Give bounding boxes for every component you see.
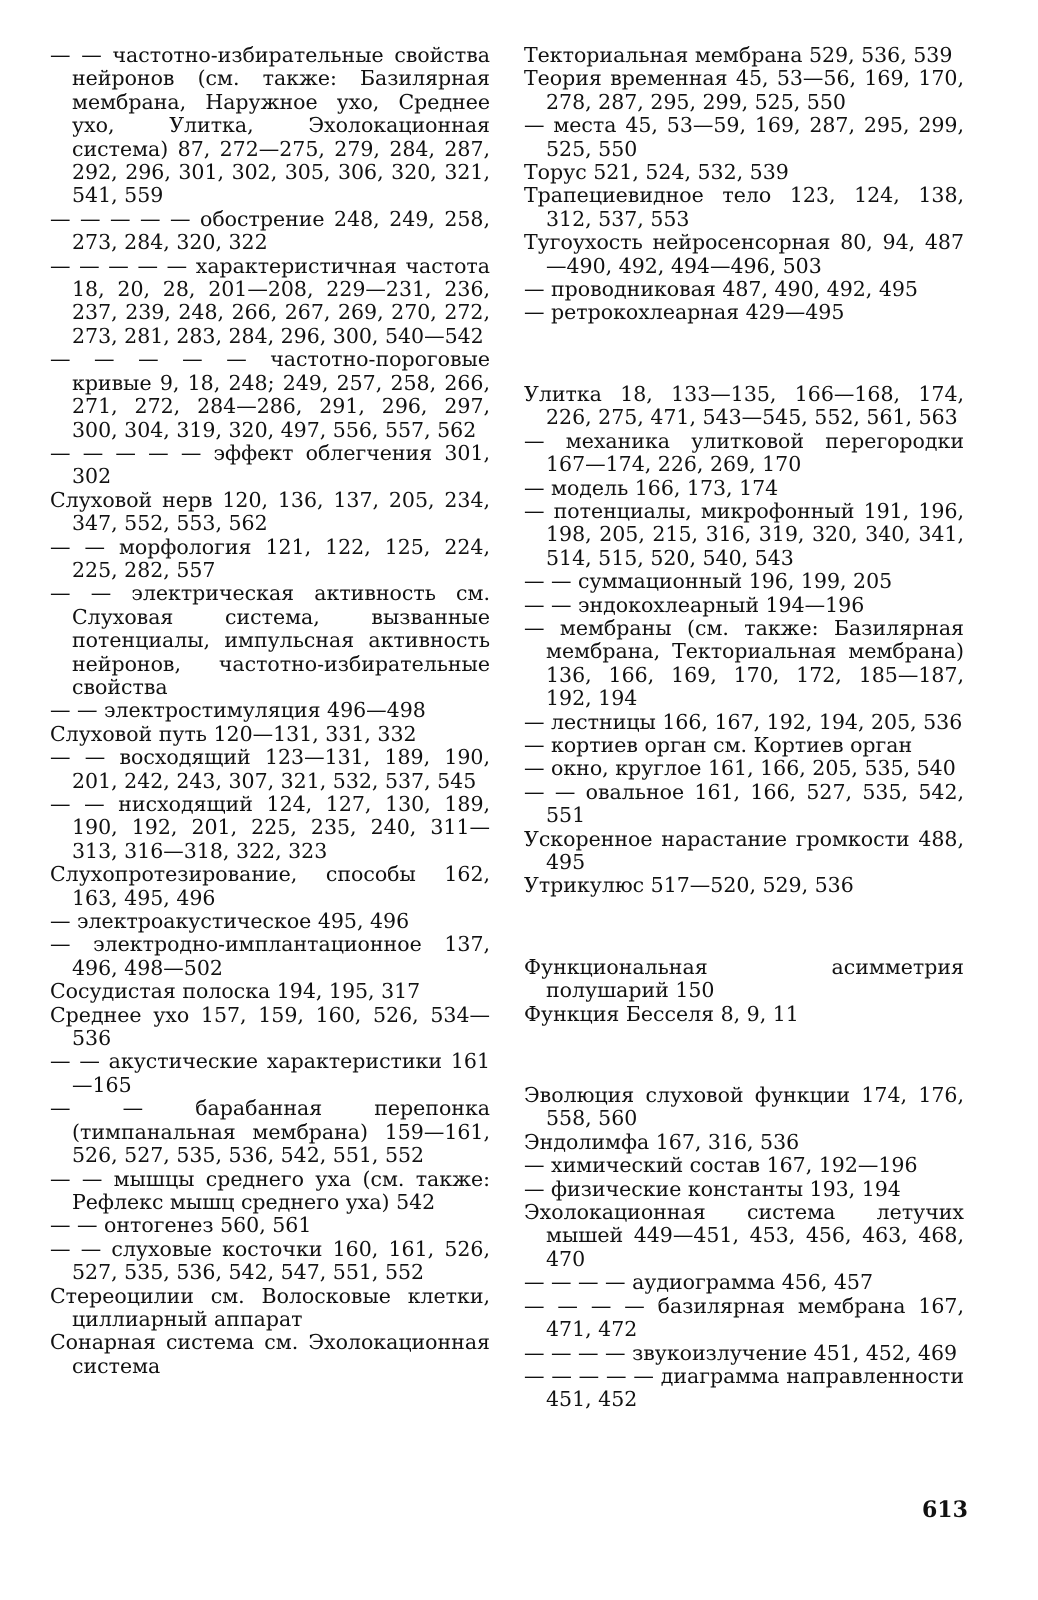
index-entry: — механика улитковой перегородки 167—174, 226, 269, 170 (524, 428, 964, 477)
index-entry: — — частотно-избирательные свойства нейронов (см. также: Базилярная мембрана, Наружное ухо, Среднее ухо, Улитка, Эхолокационная система) 87, 272—275, 279, 284, 287, 292, 296, 301, 302, 305, 306, 320, 321, 541, 559 (50, 43, 490, 208)
index-entry: Сонарная система см. Эхолокационная система (50, 1330, 490, 1378)
index-entry: Слухопротезирование, способы 162, 163, 495, 496 (50, 862, 490, 910)
index-entry: — — слуховые косточки 160, 161, 526, 527, 535, 536, 542, 547, 551, 552 (50, 1236, 490, 1285)
index-entry: — — нисходящий 124, 127, 130, 189, 190, 192, 201, 225, 235, 240, 311—313, 316—318, 322, 323 (50, 792, 490, 863)
index-entry: Утрикулюс 517—520, 529, 536 (524, 873, 854, 898)
index-entry: Теория временная 45, 53—56, 169, 170, 278, 287, 295, 299, 525, 550 (524, 66, 964, 114)
index-entry: Тугоухость нейросенсорная 80, 94, 487—490, 492, 494—496, 503 (524, 230, 964, 278)
index-entry: Слуховой путь 120—131, 331, 332 (50, 721, 417, 746)
index-entry: — места 45, 53—59, 169, 287, 295, 299, 525, 550 (524, 113, 964, 161)
index-entry: — проводниковая 487, 490, 492, 495 (524, 277, 918, 302)
index-entry: — мембраны (см. также: Базилярная мембрана, Текториальная мембрана) 136, 166, 169, 170, 172, 185—187, 192, 194 (524, 615, 964, 711)
index-entry: Улитка 18, 133—135, 166—168, 174, 226, 275, 471, 543—545, 552, 561, 563 (524, 381, 964, 430)
index-entry: — — барабанная перепонка (тимпанальная мембрана) 159—161, 526, 527, 535, 536, 542, 551, 552 (50, 1096, 490, 1168)
index-entry: Текториальная мембрана 529, 536, 539 (524, 43, 953, 67)
page-number: 613 (922, 1497, 968, 1523)
index-entry: — кортиев орган см. Кортиев орган (524, 732, 913, 757)
index-entry: Эхолокационная система летучих мышей 449—451, 453, 456, 463, 468, 470 (524, 1200, 964, 1271)
index-entry: Торус 521, 524, 532, 539 (524, 160, 789, 185)
index-entry: — лестницы 166, 167, 192, 194, 205, 536 (524, 709, 963, 734)
index-entry: — физические константы 193, 194 (524, 1176, 901, 1201)
index-entry: — — — — звукоизлучение 451, 452, 469 (524, 1340, 958, 1365)
index-entry: — — — — аудиограмма 456, 457 (524, 1270, 873, 1295)
right-column (524, 44, 964, 1412)
index-entry: — — акустические характеристики 161—165 (50, 1049, 490, 1097)
index-entry: — окно, круглое 161, 166, 205, 535, 540 (524, 756, 956, 781)
index-entry: — — мышцы среднего уха (см. также: Рефлекс мышц среднего уха) 542 (50, 1166, 490, 1214)
index-entry: — — электрическая активность см. Слуховая система, вызванные потенциалы, импульсная активность нейронов, частотно-избирательные свойства (50, 581, 490, 699)
index-entry: — — — — базилярная мембрана 167, 471, 472 (524, 1293, 964, 1342)
index-entry: — — морфология 121, 122, 125, 224, 225, 282, 557 (50, 534, 490, 582)
index-entry: Среднее ухо 157, 159, 160, 526, 534—536 (50, 1002, 490, 1051)
index-entry: Слуховой нерв 120, 136, 137, 205, 234, 347, 552, 553, 562 (50, 487, 490, 536)
index-entry: — ретрокохлеарная 429—495 (524, 300, 845, 325)
index-entry: — — электростимуляция 496—498 (50, 698, 426, 723)
index-entry: — химический состав 167, 192—196 (524, 1153, 918, 1178)
index-entry: Трапециевидное тело 123, 124, 138, 312, 537, 553 (524, 183, 964, 231)
index-entry: — — — — — частотно-пороговые кривые 9, 18, 248; 249, 257, 258, 266, 271, 272, 284—286, 291, 296, 297, 300, 304, 319, 320, 497, 556, 557, 562 (50, 347, 490, 442)
index-entry: — — — — — эффект облегчения 301, 302 (50, 440, 490, 489)
section-gap (524, 1026, 964, 1084)
index-entry: Эволюция слуховой функции 174, 176, 558, 560 (524, 1083, 964, 1131)
index-entry: Функциональная асимметрия полушарий 150 (524, 954, 964, 1003)
index-entry: Функция Бесселя 8, 9, 11 (524, 1001, 799, 1026)
index-entry: — — восходящий 123—131, 189, 190, 201, 242, 243, 307, 321, 532, 537, 545 (50, 745, 490, 793)
index-entry: — — овальное 161, 166, 527, 535, 542, 551 (524, 779, 964, 828)
index-entry: — электродно-имплантационное 137, 496, 498—502 (50, 932, 490, 980)
index-entry: — — — — — диаграмма направленности 451, 452 (524, 1363, 964, 1412)
index-entry: — электроакустическое 495, 496 (50, 909, 410, 934)
index-entry: — — онтогенез 560, 561 (50, 1213, 312, 1238)
index-entry: — — эндокохлеарный 194—196 (524, 592, 865, 617)
index-entry: Ускоренное нарастание громкости 488, 495 (524, 826, 964, 874)
index-entry: Эндолимфа 167, 316, 536 (524, 1129, 800, 1154)
index-entry: — — — — — характеристичная частота 18, 20, 28, 201—208, 229—231, 236, 237, 239, 248, 266, 267, 269, 270, 272, 273, 281, 283, 284, 296, 300, 540—542 (50, 253, 490, 348)
section-gap (524, 325, 964, 383)
index-entry: Сосудистая полоска 194, 195, 317 (50, 979, 421, 1004)
index-entry: — потенциалы, микрофонный 191, 196, 198, 205, 215, 316, 319, 320, 340, 341, 514, 515, 520, 540, 543 (524, 498, 964, 570)
index-entry: Стереоцилии см. Волосковые клетки, циллиарный аппарат (50, 1283, 490, 1331)
index-entry: — — — — — обострение 248, 249, 258, 273, 284, 320, 322 (50, 206, 490, 255)
left-column (50, 44, 490, 1378)
index-entry: — модель 166, 173, 174 (524, 475, 779, 500)
index-entry: — — суммационный 196, 199, 205 (524, 569, 893, 594)
section-gap (524, 898, 964, 956)
